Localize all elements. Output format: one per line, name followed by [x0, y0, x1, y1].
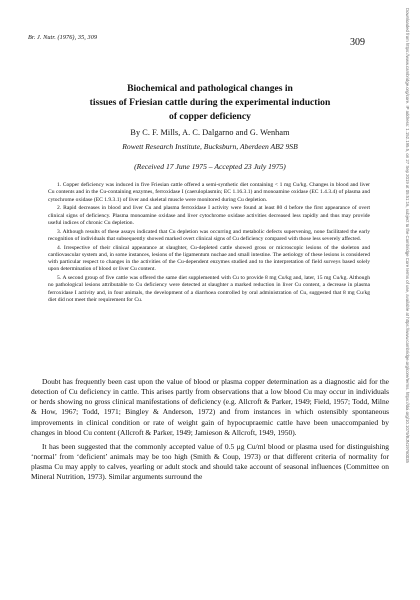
body-text	[31, 377, 389, 487]
abstract	[48, 182, 370, 306]
author-affiliation: Rowett Research Institute, Bucksburn, Aberdeen AB2 9SB	[122, 142, 298, 151]
article-title	[40, 82, 380, 124]
title-line: Biochemical and pathological changes in	[127, 83, 293, 94]
abstract-paragraph: 5. A second group of five cattle was offered the same diet supplemented with Cu to provide 8 mg Cu/kg and, later, 15 mg Cu/kg. Although no pathological lesions attributable to Cu deficiency were detected at slaughter a marked reduction in liver Cu content, a decrease in plasma ferroxidase I activity and, in four animals, the development of a diarrhoea controlled by oral administration of Cu, suggested that 8 mg Cu/kg diet did not meet their requirement for Cu.	[48, 275, 370, 303]
author-list: By C. F. Mills, A. C. Dalgarno and G. Wenham	[130, 128, 290, 137]
abstract-paragraph: 3. Although results of these assays indicated that Cu depletion was occurring and metabolic defects supervening, none facilitated the early recognition of individuals that subsequently showed marked overt clinical signs of Cu deficiency compared with those less severely affected.	[48, 228, 370, 242]
download-notice-text: Downloaded from https://www.cambridge.org/core. IP address: 1.152.195.5, on 27 Sep 2019 at 05:51:16, subject to the Cambridge Core terms of use, available at https://www.cambridge.org/core/terms. https://doi.org/10.1079/BJN19760035	[405, 8, 410, 463]
body-paragraph: It has been suggested that the commonly accepted value of 0.5 μg Cu/ml blood or plasma used for distinguishing ‘normal’ from ‘deficient’ animals may be too high (Smith & Coup, 1973) or that different criteria of normality for plasma Cu may apply to calves, yearling or adult stock and should take account of seasonal influences (Committee on Mineral Nutrition, 1973). Similar arguments surround the	[31, 441, 389, 482]
title-line: of copper deficiency	[169, 111, 251, 122]
abstract-paragraph: 2. Rapid decreases in blood and liver Cu and plasma ferroxidase I activity were found at least 80 d before the first appearance of overt clinical signs of deficiency. Plasma monoamine oxidase and liver cytochrome oxidase activities decreased less rapidly and thus may provide useful indices of chronic Cu depletion.	[48, 205, 370, 226]
title-line: tissues of Friesian cattle during the experimental induction	[89, 97, 331, 108]
download-notice-margin	[403, 8, 411, 588]
body-paragraph: Doubt has frequently been cast upon the value of blood or plasma copper determination as a diagnostic aid for the detection of Cu deficiency in cattle. This arises partly from observations that a low blood Cu may occur in individuals or herds showing no gross clinical manifestations of deficiency (e.g. Allcroft & Parker, 1949; Field, 1957; Todd, Milne & How, 1967; Todd, 1971; Bingley & Anderson, 1972) and from instances in which ostensibly spontaneous improvements in clinical condition or rate of weight gain of hypocupraemic cattle have been unaccompanied by changes in blood Cu content (Allcroft & Parker, 1949; Jamieson & Allcroft, 1949, 1950).	[31, 377, 389, 437]
abstract-paragraph: 1. Copper deficiency was induced in five Friesian cattle offered a semi-synthetic diet containing < 1 mg Cu/kg. Changes in blood and liver Cu contents and in the Cu-containing enzymes, ferroxidase I (caeruloplasmin; EC 1.16.3.1) and monoamine oxidase (EC 1.4.3.4) of plasma and cytochrome oxidase (EC 1.9.3.1) of liver and skeletal muscle were monitored during Cu depletion.	[48, 182, 370, 203]
page-number: 309	[350, 37, 365, 48]
abstract-paragraph: 4. Irrespective of their clinical appearance at slaughter, Cu-depleted cattle showed gross or microscopic lesions of the skeleton and cardiovascular system and, in some instances, lesions of the ligamentum nuchae and small intestine. The aetiology of these lesions is considered with particular respect to changes in the activities of the Cu-dependent enzymes studied and to the interpretation of field surveys based solely upon determination of blood or liver Cu content.	[48, 244, 370, 273]
received-dates: (Received 17 June 1975 – Accepted 23 July 1975)	[134, 162, 286, 171]
journal-reference: Br. J. Nutr. (1976), 35, 309	[28, 34, 98, 41]
